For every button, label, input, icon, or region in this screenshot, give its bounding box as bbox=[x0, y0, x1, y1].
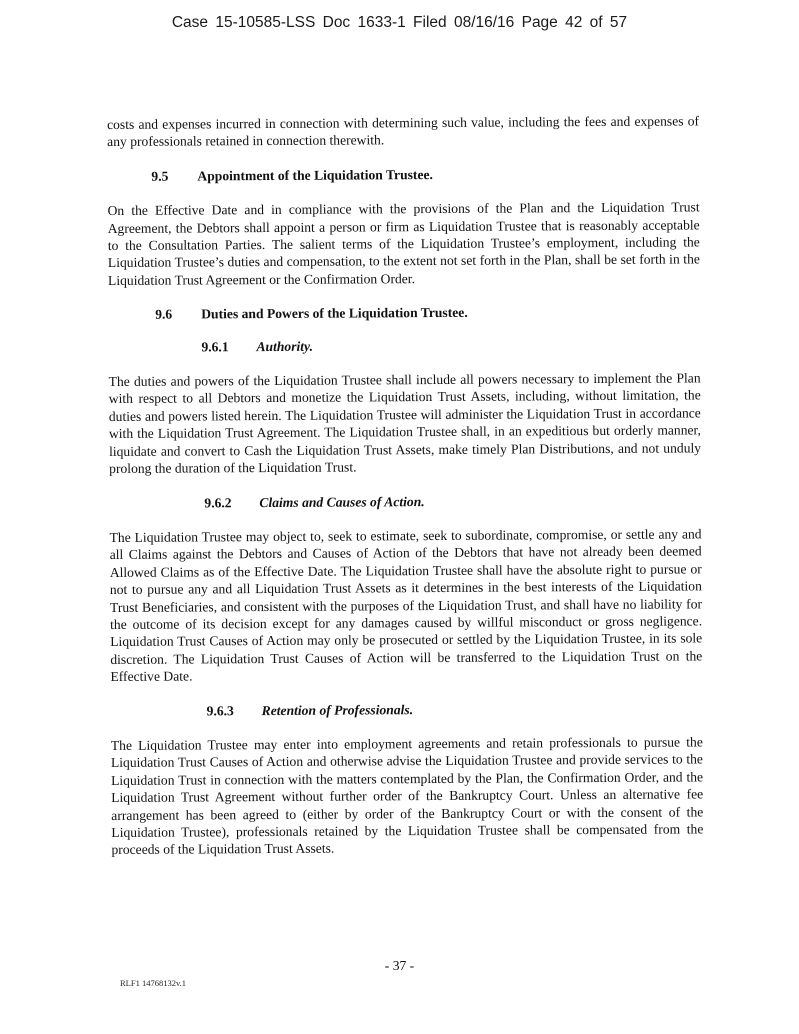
section-9-5-paragraph: On the Effective Date and in compliance with the provisions of the Plan and the Liquidation Trust Agreement, the Debtors shall appoint a person or firm as Liquidation Trustee that is reasonably acceptable to the Consultation Parties. The salient terms of the Liquidation Trustee’s employment, including the Liquidation Trustee’s duties and compensation, to the extent not set forth in the Plan, shall be set forth in the Liquidation Trust Agreement or the Confirmation Order. bbox=[107, 199, 700, 288]
document-body bbox=[107, 112, 704, 858]
section-number: 9.6 bbox=[155, 306, 173, 322]
section-number: 9.6.1 bbox=[201, 338, 229, 355]
section-number: 9.6.2 bbox=[204, 494, 232, 510]
section-number: 9.5 bbox=[151, 168, 169, 184]
section-9-6-3-paragraph: The Liquidation Trustee may enter into employment agreements and retain professionals to pursue the Liquidation Trust Causes of Action and otherwise advise the Liquidation Trustee and provide services to the Liquidation Trust in connection with the matters contemplated by the Plan, the Confirmation Order, and the Liquidation Trust Agreement without further order of the Bankruptcy Court. Unless an alternative fee arrangement has been agreed to (either by order of the Bankruptcy Court or with the consent of the Liquidation Trustee), professionals retained by the Liquidation Trustee shall be compensated from the proceeds of the Liquidation Trust Assets. bbox=[110, 734, 704, 858]
section-title: Appointment of the Liquidation Trustee. bbox=[197, 166, 433, 184]
section-title: Retention of Professionals. bbox=[261, 701, 414, 718]
page-number: - 37 - bbox=[384, 958, 415, 973]
section-9-6-1-paragraph: The duties and powers of the Liquidation Trustee shall include all powers necessary to implement the Plan with respect to all Debtors and monetize the Liquidation Trust Assets, including, without limitation, the duties and powers listed herein. The Liquidation Trustee will administer the Liquidation Trust in accordance with the Liquidation Trust Agreement. The Liquidation Trustee shall, in an expeditious but orderly manner, liquidate and convert to Cash the Liquidation Trust Assets, make timely Plan Distributions, and not unduly prolong the duration of the Liquidation Trust. bbox=[108, 370, 702, 477]
document-id: RLF1 14768132v.1 bbox=[120, 978, 187, 988]
section-9-6-2-paragraph: The Liquidation Trustee may object to, seek to estimate, seek to subordinate, compromise, or settle any and all Claims against the Debtors and Causes of Action of the Debtors that have not already been deemed Allowed Claims as of the Effective Date. The Liquidation Trustee shall have the absolute right to pursue or not to pursue any and all Liquidation Trust Assets as it determines in the best interests of the Liquidation Trust Beneficiaries, and consistent with the purposes of the Liquidation Trust, and shall have no liability for the outcome of its decision except for any damages caused by willful misconduct or gross negligence. Liquidation Trust Causes of Action may only be prosecuted or settled by the Liquidation Trustee, in its sole discretion. The Liquidation Trust Causes of Action will be transferred to the Liquidation Trust on the Effective Date. bbox=[109, 526, 703, 685]
section-title: Authority. bbox=[256, 338, 314, 354]
intro-paragraph: costs and expenses incurred in connection with determining such value, including the fees and expenses of any professionals retained in connection therewith. bbox=[107, 113, 700, 150]
section-title: Duties and Powers of the Liquidation Trustee. bbox=[201, 305, 468, 322]
section-number: 9.6.3 bbox=[206, 702, 234, 718]
case-header: Case 15-10585-LSS Doc 1633-1 Filed 08/16/16 Page 42 of 57 bbox=[171, 14, 628, 31]
section-title: Claims and Causes of Action. bbox=[259, 493, 425, 510]
